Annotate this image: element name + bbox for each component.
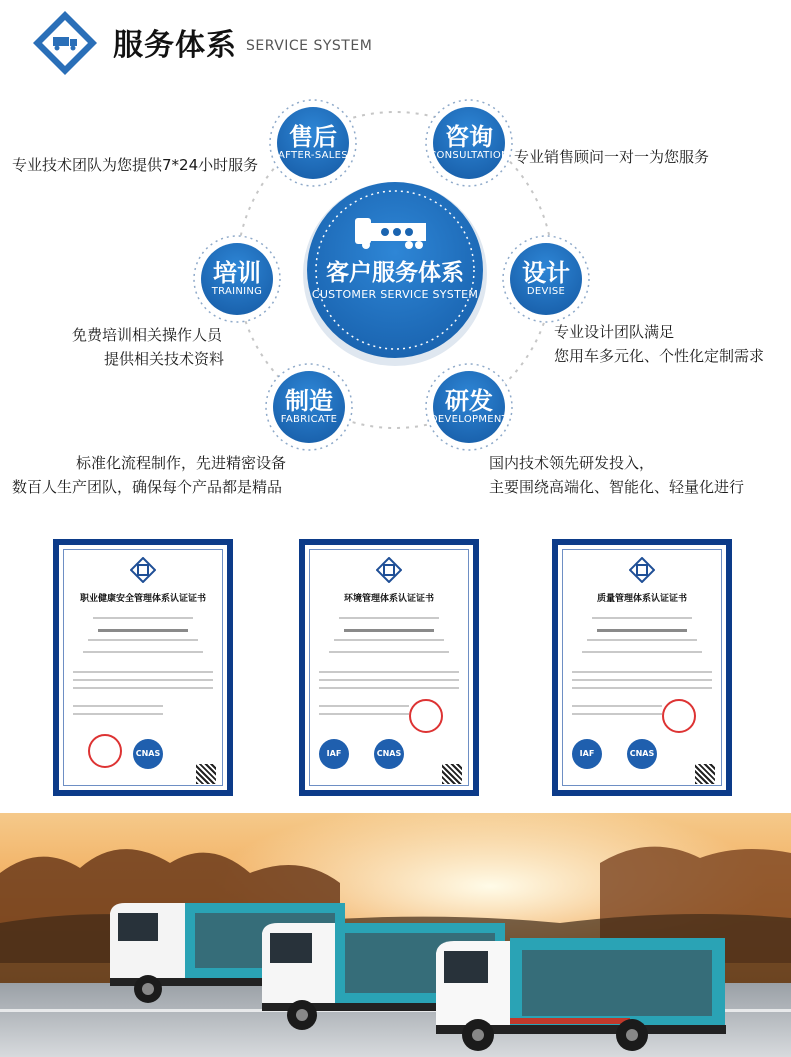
section-title: 服务体系 [113,28,237,63]
certificate-qms [552,539,732,796]
node-training-cn: 培训 [213,259,261,287]
node-fabricate-cn: 制造 [285,387,333,415]
cert-emblem-icon [130,557,156,583]
node-after-sales-en: AFTER-SALES [278,150,348,161]
caption-line: 提供相关技术资料 [104,350,225,368]
caption-line: 数百人生产团队，确保每个产品都是精品 [12,478,283,496]
caption-line: 专业技术团队为您提供7*24小时服务 [12,156,259,174]
cert-emblem-icon [629,557,655,583]
certificate-ems [299,539,479,796]
node-fabricate-en: FABRICATE [280,414,338,425]
node-development [419,388,519,426]
caption-fabricate [12,451,298,499]
cert-emblem-icon [376,557,402,583]
caption-line: 专业销售顾问一对一为您服务 [514,148,710,166]
node-development-en: DEVELOPMENT [429,414,509,425]
qr-code [695,764,715,784]
cert-stamp [409,699,443,733]
iaf-badge: IAF [572,739,602,769]
node-after-sales-cn: 售后 [289,123,337,151]
cert-stamp [88,734,122,768]
node-development-cn: 研发 [445,387,493,415]
node-training [187,260,287,298]
node-devise-cn: 设计 [522,259,570,287]
caption-line: 您用车多元化、个性化定制需求 [554,347,765,365]
garbage-trucks-photo [0,813,791,1057]
caption-after-sales [12,153,258,177]
caption-development [489,451,744,499]
caption-line: 免费培训相关操作人员 [72,326,223,344]
cert-title: 环境管理体系认证证书 [343,594,434,604]
center-title: 客户服务体系 [326,260,464,286]
cnas-badge: CNAS [627,739,657,769]
cert-stamp [662,699,696,733]
cert-title: 职业健康安全管理体系认证证书 [79,594,206,604]
caption-devise [554,320,764,368]
node-fabricate [259,388,359,426]
caption-line: 国内技术领先研发投入， [489,454,655,472]
qr-code [442,764,462,784]
node-devise-en: DEVISE [526,286,566,297]
node-devise [496,260,596,298]
caption-line: 主要围绕高端化、智能化、轻量化进行 [489,478,745,496]
caption-consultation [514,145,709,169]
node-consultation [419,124,519,162]
node-consultation-cn: 咨询 [445,123,493,151]
certificate-ohsms [53,539,233,796]
cnas-badge: CNAS [374,739,404,769]
section-subtitle: SERVICE SYSTEM [246,38,373,54]
caption-line: 标准化流程制作，先进精密设备 [76,454,287,472]
cnas-badge: CNAS [133,739,163,769]
qr-code [196,764,216,784]
caption-line: 专业设计团队满足 [554,323,675,341]
node-after-sales [263,124,363,162]
iaf-badge: IAF [319,739,349,769]
center-subtitle: CUSTOMER SERVICE SYSTEM [311,288,479,301]
caption-training [72,323,234,371]
node-training-en: TRAINING [211,286,263,297]
cert-title: 质量管理体系认证证书 [596,594,687,604]
node-consultation-en: CONSULTATION [429,150,509,161]
